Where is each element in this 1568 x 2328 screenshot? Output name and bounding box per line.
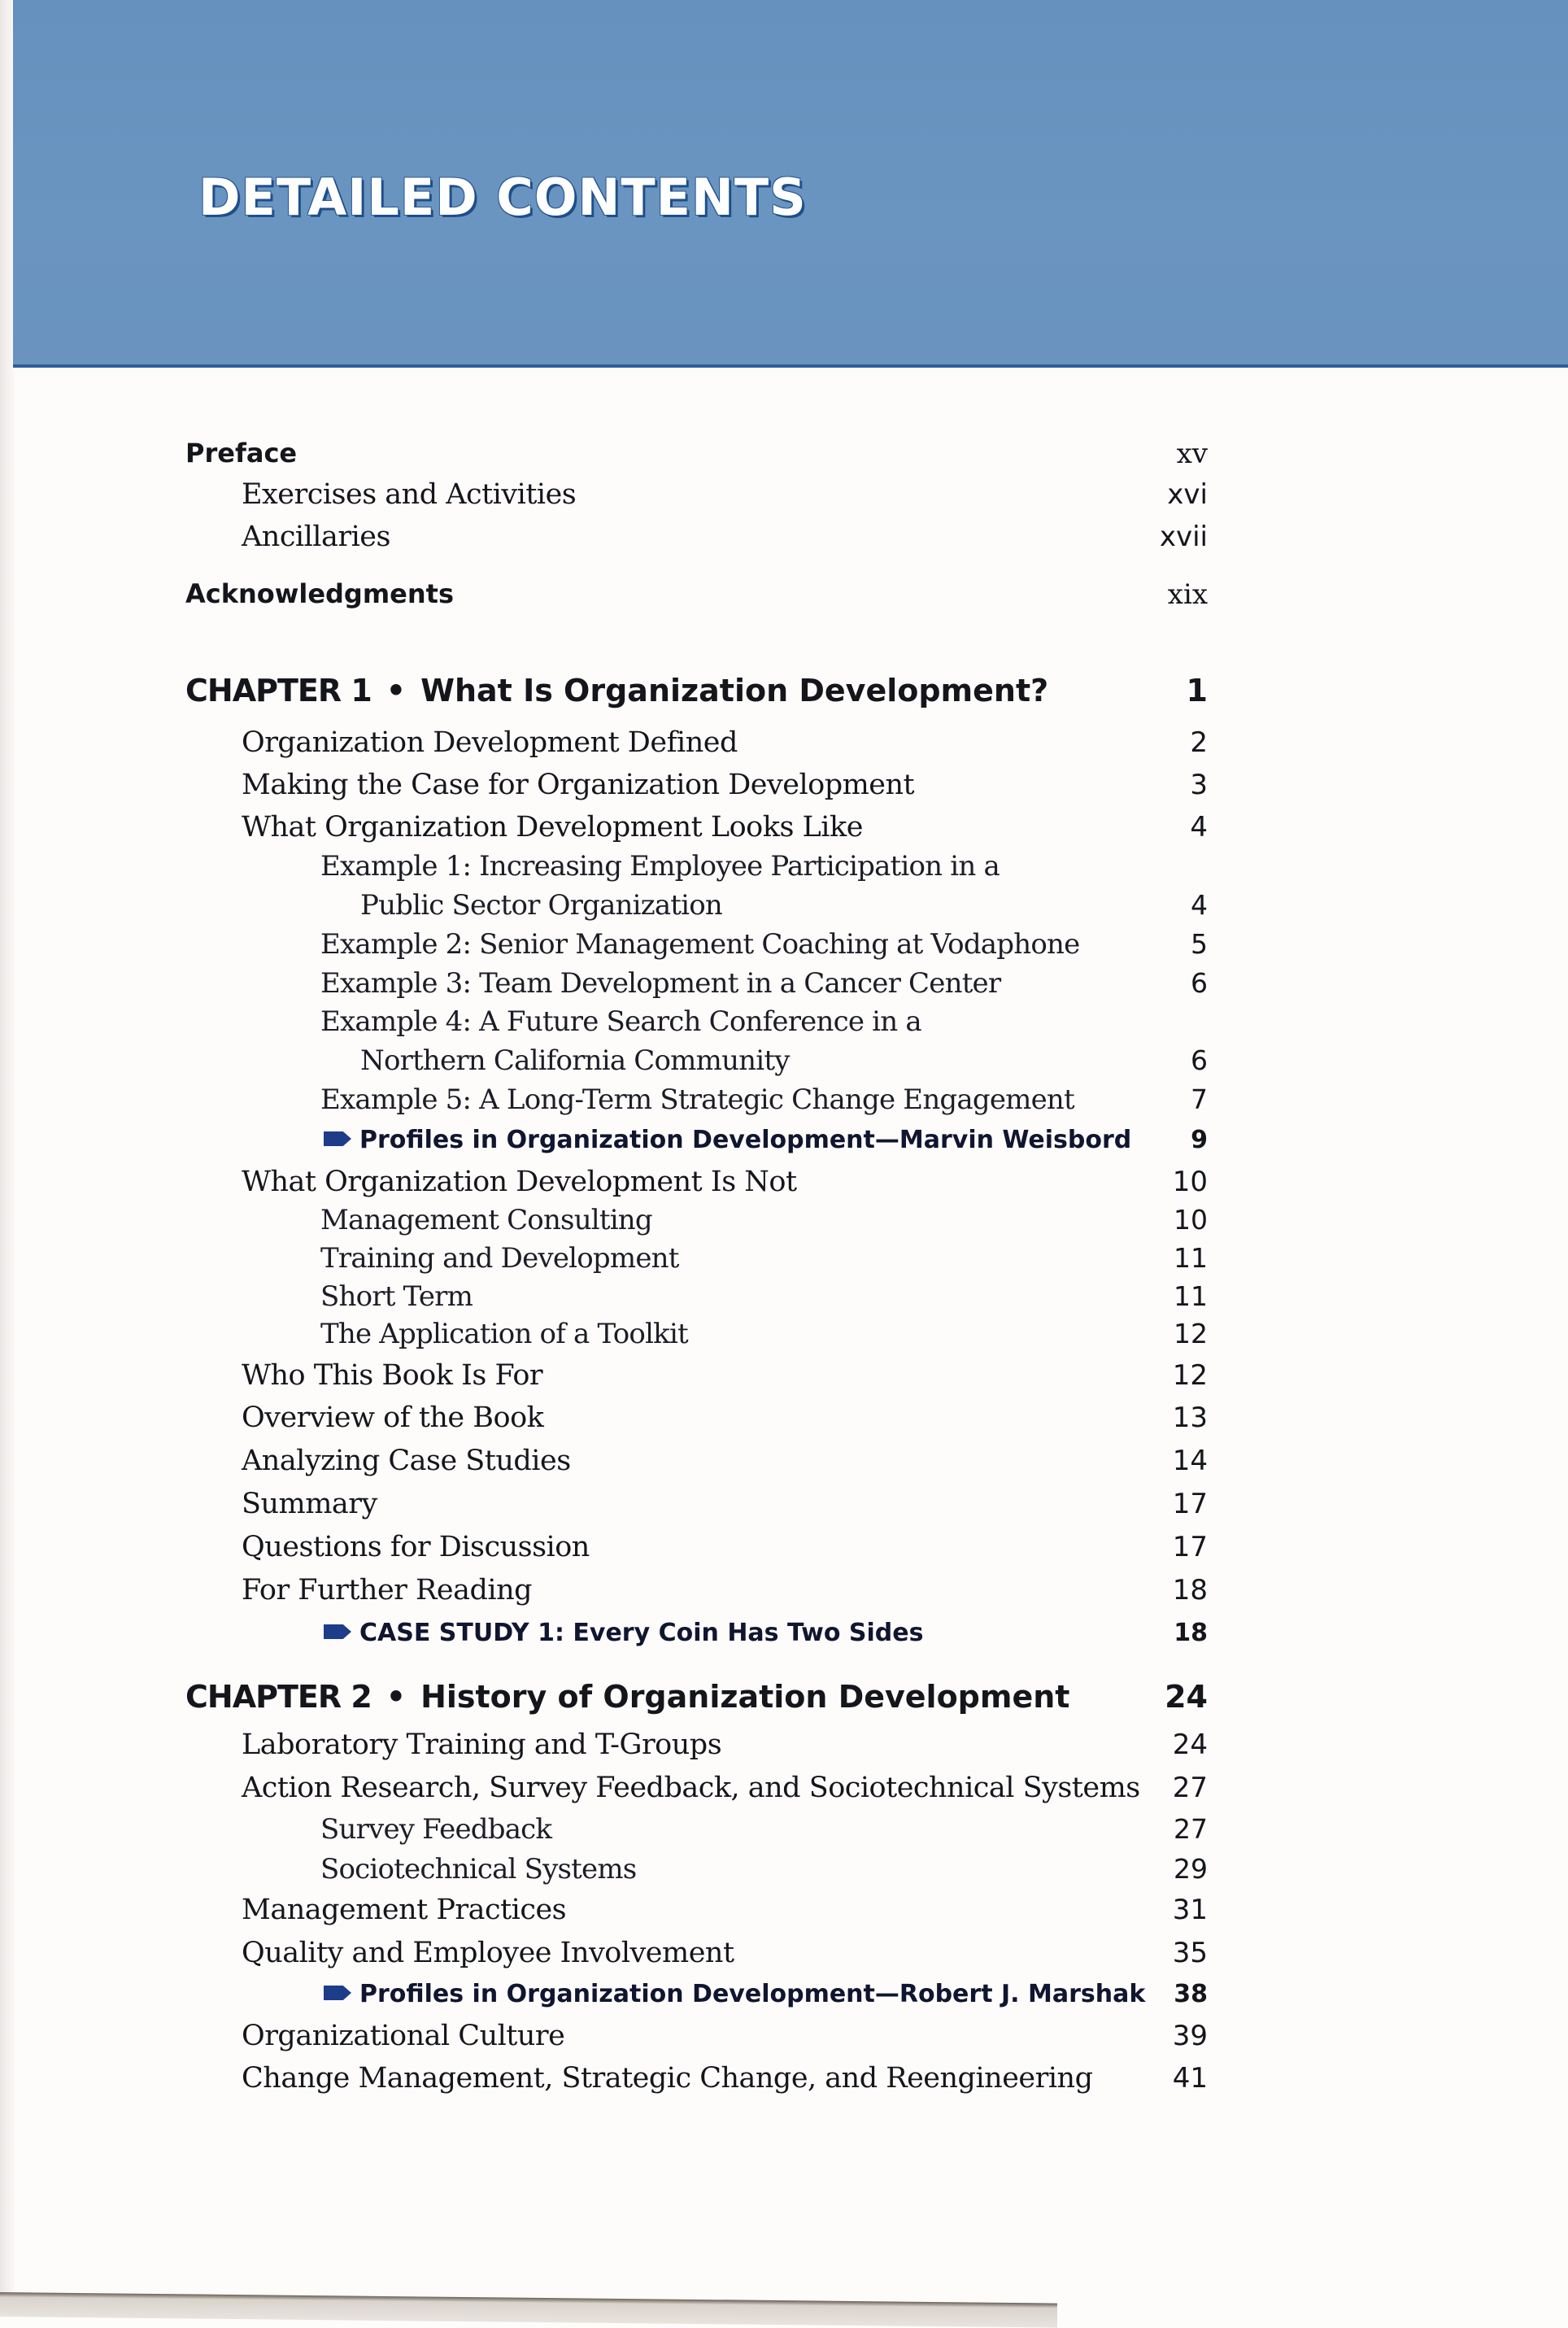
- entry-title: Short Term: [320, 1280, 473, 1313]
- entry-page: 10: [1172, 1166, 1208, 1198]
- entry-page: 3: [1190, 769, 1208, 801]
- entry-page: xv: [1176, 438, 1208, 470]
- entry-title: Making the Case for Organization Development: [242, 769, 915, 801]
- entry-page: 41: [1172, 2062, 1208, 2095]
- chapter-title: What Is Organization Development?: [420, 673, 1049, 708]
- entry-page: 29: [1174, 1853, 1208, 1885]
- entry-page: xix: [1167, 578, 1208, 611]
- entry-page: xvi: [1167, 478, 1208, 511]
- entry-title: The Application of a Toolkit: [320, 1318, 688, 1350]
- entry-page: 31: [1172, 1894, 1208, 1926]
- entry-title: Quality and Employee Involvement: [242, 1937, 734, 1969]
- entry-page: 35: [1172, 1937, 1208, 1969]
- entry-title: CASE STUDY 1: Every Coin Has Two Sides: [359, 1619, 924, 1647]
- entry-title: Ancillaries: [242, 521, 390, 553]
- entry-page: 6: [1191, 1044, 1208, 1076]
- entry-page: 39: [1172, 2020, 1208, 2052]
- entry-title: Analyzing Case Studies: [242, 1445, 571, 1477]
- entry-title: What Organization Development Is Not: [242, 1166, 797, 1198]
- entry-page: 2: [1190, 726, 1208, 759]
- entry-page: 11: [1174, 1280, 1208, 1312]
- chapter-heading: [185, 1679, 1069, 1715]
- arrow-icon: [324, 1131, 351, 1146]
- entry-title: Laboratory Training and T-Groups: [242, 1729, 722, 1761]
- entry-title: Example 4: A Future Search Conference in a: [320, 1005, 921, 1038]
- entry-title: Organization Development Defined: [242, 726, 738, 759]
- header-banner: [13, 0, 1568, 368]
- feature-title-wrap: [324, 1980, 1145, 2008]
- entry-page: 18: [1172, 1574, 1208, 1606]
- entry-title: Public Sector Organization: [360, 889, 723, 922]
- entry-title: Example 2: Senior Management Coaching at Vodaphone: [320, 928, 1080, 961]
- entry-title: Training and Development: [320, 1242, 679, 1275]
- entry-page: 11: [1174, 1242, 1208, 1274]
- entry-title: Summary: [242, 1488, 377, 1520]
- entry-title: Management Consulting: [320, 1204, 652, 1236]
- entry-page: xvii: [1159, 521, 1208, 553]
- entry-title: Questions for Discussion: [242, 1531, 590, 1563]
- entry-page: 4: [1190, 811, 1208, 844]
- chapter-label: CHAPTER 2: [185, 1679, 372, 1715]
- entry-page: 27: [1174, 1813, 1208, 1845]
- page-title: DETAILED CONTENTS: [198, 168, 807, 227]
- page-bottom-edge: [0, 2292, 1057, 2328]
- entry-title: Organizational Culture: [242, 2020, 565, 2052]
- entry-page: 7: [1191, 1083, 1208, 1115]
- entry-page: 14: [1172, 1445, 1208, 1477]
- entry-title: Example 1: Increasing Employee Participation in a: [320, 850, 1000, 883]
- entry-title: Acknowledgments: [185, 578, 454, 609]
- entry-title: For Further Reading: [242, 1574, 533, 1606]
- entry-title: Exercises and Activities: [242, 478, 577, 511]
- entry-page: 4: [1191, 889, 1208, 921]
- entry-title: Preface: [185, 438, 298, 469]
- entry-title: Management Practices: [242, 1894, 567, 1926]
- bullet-icon: •: [385, 1679, 407, 1715]
- entry-title: Northern California Community: [360, 1044, 790, 1077]
- entry-title: Who This Book Is For: [242, 1359, 543, 1392]
- entry-title: Example 3: Team Development in a Cancer Center: [320, 967, 1001, 1000]
- chapter-label: CHAPTER 1: [185, 673, 372, 708]
- chapter-title: History of Organization Development: [420, 1679, 1070, 1715]
- entry-title: Action Research, Survey Feedback, and Sociotechnical Systems: [242, 1772, 1140, 1804]
- chapter-page: 1: [1186, 673, 1208, 708]
- entry-page: 10: [1174, 1204, 1208, 1236]
- feature-title-wrap: [324, 1126, 1131, 1154]
- feature-title-wrap: [324, 1619, 923, 1647]
- entry-title: Sociotechnical Systems: [320, 1853, 637, 1886]
- entry-page: 9: [1191, 1126, 1208, 1154]
- entry-title: What Organization Development Looks Like: [242, 811, 863, 844]
- entry-page: 17: [1172, 1488, 1208, 1520]
- entry-page: 6: [1191, 967, 1208, 999]
- entry-title: Survey Feedback: [320, 1813, 552, 1846]
- entry-title: Profiles in Organization Development—Marvin Weisbord: [359, 1126, 1132, 1154]
- entry-page: 5: [1191, 928, 1208, 960]
- entry-title: Change Management, Strategic Change, and Reengineering: [242, 2062, 1093, 2095]
- entry-page: 17: [1172, 1531, 1208, 1563]
- entry-title: Example 5: A Long-Term Strategic Change Engagement: [320, 1083, 1074, 1116]
- entry-page: 13: [1172, 1402, 1208, 1434]
- entry-page: 12: [1174, 1318, 1208, 1349]
- entry-page: 27: [1172, 1772, 1208, 1804]
- chapter-page: 24: [1165, 1679, 1208, 1715]
- entry-page: 38: [1174, 1980, 1208, 2008]
- bullet-icon: •: [385, 673, 407, 708]
- arrow-icon: [324, 1986, 351, 2000]
- entry-title: Overview of the Book: [242, 1402, 544, 1434]
- chapter-heading: [185, 673, 1048, 708]
- entry-page: 12: [1172, 1359, 1208, 1392]
- entry-page: 24: [1172, 1729, 1208, 1761]
- entry-page: 18: [1174, 1619, 1208, 1647]
- entry-title: Profiles in Organization Development—Robert J. Marshak: [359, 1980, 1146, 2008]
- arrow-icon: [324, 1624, 351, 1639]
